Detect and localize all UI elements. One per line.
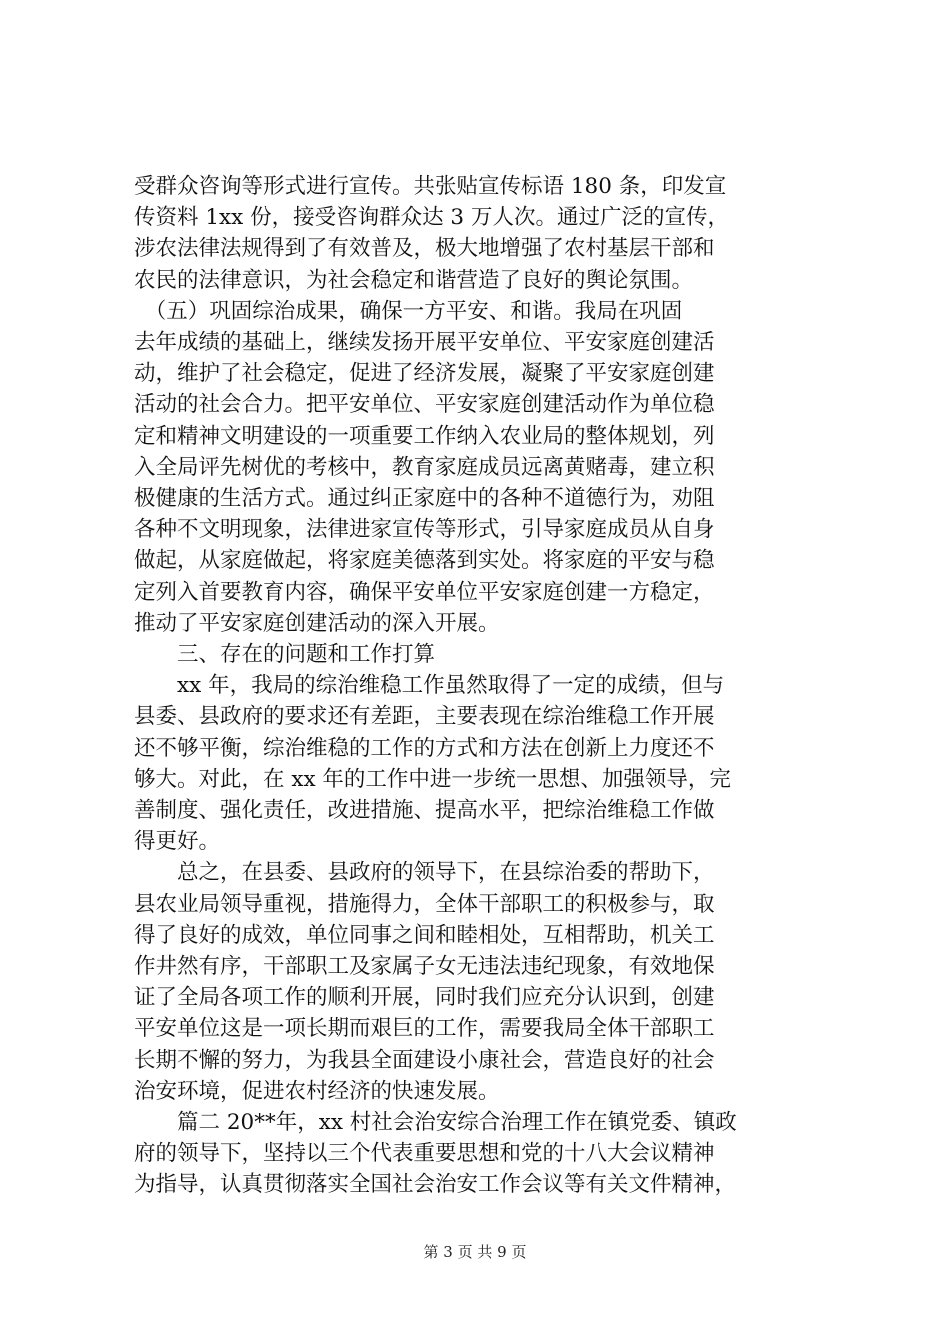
text-line: 平安单位这是一项长期而艰巨的工作，需要我局全体干部职工: [134, 1016, 715, 1042]
text-line: 得更好。: [134, 829, 221, 855]
text-line: 为指导，认真贯彻落实全国社会治安工作会议等有关文件精神，: [134, 1172, 737, 1198]
text-line: 还不够平衡，综治维稳的工作的方式和方法在创新上力度还不: [134, 735, 715, 761]
text-line: 农民的法律意识，为社会稳定和谐营造了良好的舆论氛围。: [134, 267, 694, 293]
text-line: 篇二 20**年，xx 村社会治安综合治理工作在镇党委、镇政: [134, 1110, 737, 1135]
text-line: 善制度、强化责任，改进措施、提高水平，把综治维稳工作做: [134, 798, 715, 823]
text-line: 去年成绩的基础上，继续发扬开展平安单位、平安家庭创建活: [134, 330, 715, 355]
text-line: 推动了平安家庭创建活动的深入开展。: [134, 610, 500, 636]
text-line: 证了全局各项工作的顺利开展，同时我们应充分认识到，创建: [134, 985, 715, 1011]
page-footer: 第 3 页 共 9 页: [423, 1243, 527, 1261]
text-line: 定列入首要教育内容，确保平安单位平安家庭创建一方稳定，: [134, 579, 715, 605]
text-line: 极健康的生活方式。通过纠正家庭中的各种不道德行为，劝阻: [134, 486, 715, 511]
text-line: 活动的社会合力。把平安单位、平安家庭创建活动作为单位稳: [134, 392, 715, 418]
text-line: （五）巩固综治成果，确保一方平安、和谐。我局在巩固: [134, 298, 683, 324]
text-line: 做起，从家庭做起，将家庭美德落到实处。将家庭的平安与稳: [134, 548, 715, 574]
text-line: 定和精神文明建设的一项重要工作纳入农业局的整体规划，列: [134, 423, 715, 449]
text-line: xx 年，我局的综治维稳工作虽然取得了一定的成绩，但与: [134, 673, 725, 699]
text-line: 三、存在的问题和工作打算: [134, 642, 436, 667]
text-line: 总之，在县委、县政府的领导下，在县综治委的帮助下，: [134, 860, 715, 886]
text-line: 县委、县政府的要求还有差距，主要表现在综治维稳工作开展: [134, 704, 715, 730]
text-line: 长期不懈的努力，为我县全面建设小康社会，营造良好的社会: [134, 1047, 715, 1073]
text-line: 够大。对此，在 xx 年的工作中进一步统一思想、加强领导，完: [134, 766, 731, 792]
text-line: 受群众咨询等形式进行宣传。共张贴宣传标语 180 条，印发宣: [134, 174, 727, 199]
text-line: 作井然有序，干部职工及家属子女无违法违纪现象，有效地保: [134, 954, 715, 979]
text-line: 得了良好的成效，单位同事之间和睦相处，互相帮助，机关工: [134, 922, 715, 948]
text-line: 涉农法律法规得到了有效普及，极大地增强了农村基层干部和: [134, 236, 715, 262]
text-line: 动，维护了社会稳定，促进了经济发展，凝聚了平安家庭创建: [134, 361, 715, 387]
text-line: 治安环境，促进农村经济的快速发展。: [134, 1078, 500, 1104]
text-line: 各种不文明现象，法律进家宣传等形式，引导家庭成员从自身: [134, 517, 715, 543]
text-line: 入全局评先树优的考核中，教育家庭成员远离黄赌毒，建立积: [134, 454, 715, 480]
text-line: 县农业局领导重视，措施得力，全体干部职工的积极参与，取: [134, 891, 715, 917]
text-line: 府的领导下，坚持以三个代表重要思想和党的十八大会议精神: [134, 1141, 715, 1167]
text-line: 传资料 1xx 份，接受咨询群众达 3 万人次。通过广泛的宣传，: [134, 205, 729, 231]
